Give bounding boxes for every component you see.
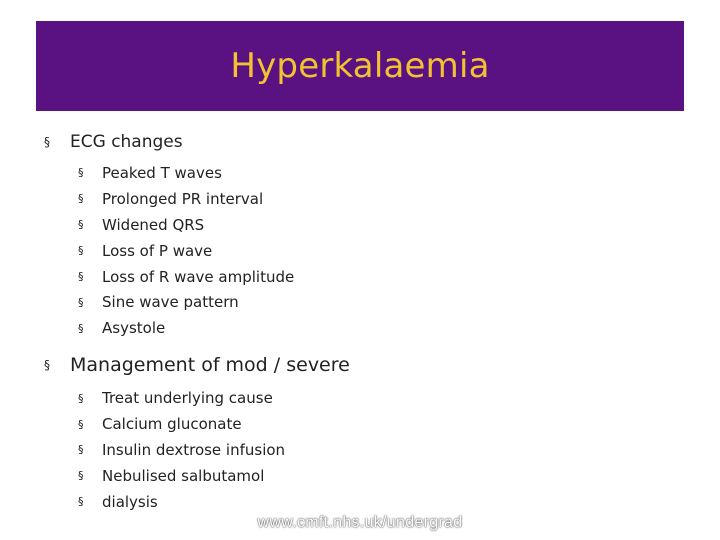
title-bar [36,21,684,111]
list-item [44,463,684,489]
list-item-label: Prolonged PR interval [102,189,264,208]
list-item [44,212,684,238]
bullet-icon: § [78,295,84,309]
list-item [44,289,684,315]
list-item-label: Asystole [102,319,166,338]
bullet-icon: § [44,135,50,149]
bullet-icon: § [78,417,84,431]
list-item-label: Treat underlying cause [102,389,273,408]
bullet-icon: § [78,469,84,483]
list-item-label: dialysis [102,492,158,511]
list-item-label: Calcium gluconate [102,415,242,434]
list-item-label: Sine wave pattern [102,293,239,312]
bullet-icon: § [78,321,84,335]
bullet-icon: § [78,244,84,258]
list-item-label: Nebulised salbutamol [102,466,265,485]
list-item [44,411,684,437]
footer-url: www.cmft.nhs.uk/undergrad [257,514,463,531]
bullet-icon: § [78,270,84,283]
list-item-label: Insulin dextrose infusion [102,440,286,459]
section-heading-management [44,351,684,379]
section-heading-ecg [44,130,684,154]
list-item-label: Loss of P wave [102,241,213,260]
bullet-icon: § [44,358,50,373]
section-heading-label: ECG changes [70,132,183,152]
list-item-label: Peaked T waves [102,163,222,182]
section-heading-label: Management of mod / severe [70,354,350,377]
management-list [44,385,684,514]
list-item-label: Widened QRS [102,215,205,234]
list-item [44,315,684,341]
bullet-icon: § [78,495,84,509]
bullet-icon: § [78,443,84,457]
ecg-changes-list [44,160,684,341]
list-item [44,437,684,463]
list-item-label: Loss of R wave amplitude [102,267,295,286]
list-item [44,264,684,290]
bullet-icon: § [78,166,84,180]
list-item [44,489,684,515]
bullet-icon: § [78,218,84,232]
bullet-icon: § [78,192,84,206]
list-item [44,160,684,186]
list-item [44,186,684,212]
bullet-icon: § [78,391,84,405]
list-item [44,238,684,264]
slide-title: Hyperkalaemia [230,46,490,86]
list-item [44,385,684,411]
slide-content [44,130,684,525]
